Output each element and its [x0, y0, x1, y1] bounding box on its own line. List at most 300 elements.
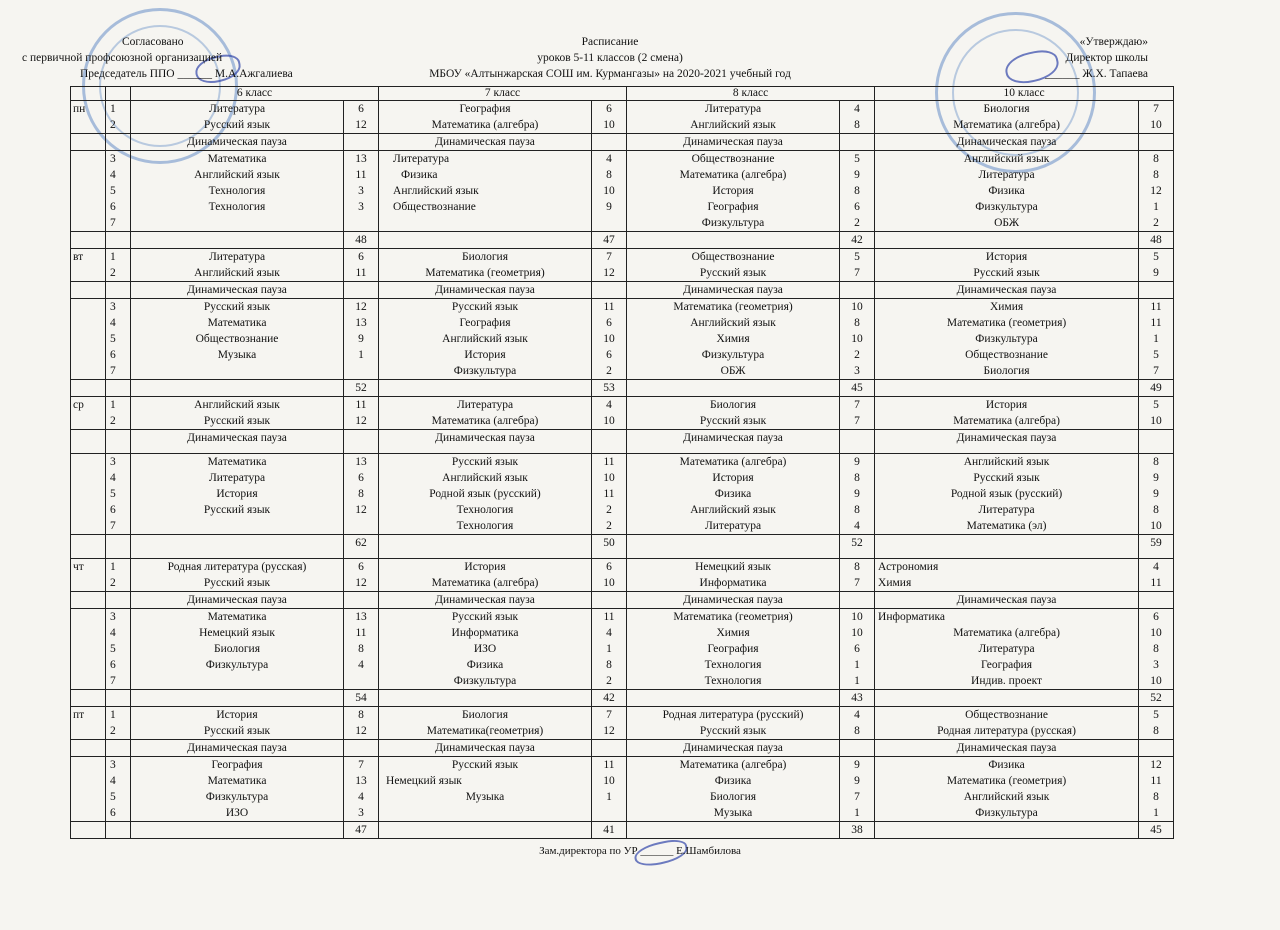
hours: 10	[851, 611, 863, 623]
subject-cell	[875, 454, 1139, 535]
subject: Физкультура	[453, 675, 517, 687]
subject-cell	[875, 101, 1139, 134]
hours: 7	[854, 399, 860, 411]
hours: 8	[1153, 643, 1159, 655]
schedule-body	[71, 87, 1174, 839]
hours: 2	[606, 675, 612, 687]
subject: Музыка	[465, 791, 505, 803]
lesson-numbers	[106, 757, 131, 822]
subject-cell	[379, 707, 592, 740]
pause-row	[71, 430, 1174, 454]
pause-label: Динамическая пауза	[131, 592, 344, 609]
subject: Математика (алгебра)	[431, 577, 539, 589]
blank-cell	[106, 282, 131, 299]
subject: География	[459, 103, 511, 115]
class-header: 7 класс	[379, 87, 627, 101]
hours: 2	[606, 504, 612, 516]
hours-cell	[592, 249, 627, 282]
document-school: МБОУ «Алтынжарская СОШ им. Курмангазы» на 2020-2021 учебный год	[429, 68, 791, 80]
hours: 10	[603, 577, 615, 589]
subject-cell	[875, 397, 1139, 430]
subject: Обществознание	[965, 709, 1048, 721]
blank-cell	[131, 690, 344, 707]
hours: 11	[603, 456, 615, 468]
hours: 12	[603, 725, 615, 737]
hours: 12	[355, 577, 367, 589]
blank-cell	[106, 380, 131, 397]
hours-cell	[840, 101, 875, 134]
hours: 8	[1153, 456, 1159, 468]
approve-signatory: ______ Ж.Х. Тапаева	[1044, 68, 1148, 80]
subject: Информатика	[878, 611, 945, 623]
hours: 8	[358, 643, 364, 655]
hours: 8	[1153, 791, 1159, 803]
blank-cell	[71, 282, 106, 299]
day-label: вт	[71, 249, 106, 282]
hours: 9	[1153, 472, 1159, 484]
subject: Литература	[208, 251, 266, 263]
hours-cell	[840, 397, 875, 430]
subject: История	[464, 349, 506, 361]
hours-cell	[1139, 707, 1174, 740]
hours-cell	[1139, 151, 1174, 232]
hours: 11	[603, 488, 615, 500]
hours: 9	[1153, 488, 1159, 500]
hours: 8	[854, 119, 860, 131]
subject-cell	[875, 151, 1139, 232]
hours: 8	[1153, 725, 1159, 737]
lesson-number: 6	[110, 807, 116, 819]
subject: Физкультура	[975, 807, 1038, 819]
subject: Русский язык	[203, 725, 271, 737]
hours: 10	[1150, 415, 1162, 427]
blank-cell	[875, 690, 1139, 707]
hours: 7	[854, 267, 860, 279]
subject: Немецкий язык	[386, 775, 462, 787]
hours-cell	[592, 397, 627, 430]
hours-cell	[592, 757, 627, 822]
lesson-row	[71, 454, 1174, 535]
blank-cell	[71, 430, 106, 454]
blank-cell	[344, 134, 379, 151]
blank-cell	[106, 740, 131, 757]
subject: Математика (алгебра)	[431, 415, 539, 427]
day-total: 45	[840, 380, 875, 397]
hours: 9	[854, 456, 860, 468]
subject: Математика (алгебра)	[953, 627, 1060, 639]
subject: Астрономия	[878, 561, 939, 573]
day-total: 48	[1139, 232, 1174, 249]
hours: 13	[355, 456, 367, 468]
blank-cell	[840, 282, 875, 299]
hours-cell	[840, 707, 875, 740]
pause-label: Динамическая пауза	[379, 430, 592, 454]
subject: Литература	[208, 103, 266, 115]
subject: Обществознание	[965, 349, 1048, 361]
subject-cell	[627, 249, 840, 282]
lesson-number: 4	[110, 169, 116, 181]
blank-cell	[71, 535, 106, 559]
blank-cell	[379, 232, 592, 249]
subject-cell	[131, 707, 344, 740]
hours: 9	[854, 775, 860, 787]
hours: 7	[1153, 365, 1159, 377]
subject: Информатика	[699, 577, 767, 589]
hours-cell	[592, 559, 627, 592]
totals-row	[71, 690, 1174, 707]
hours-cell	[840, 757, 875, 822]
hours: 9	[1153, 267, 1159, 279]
blank-cell	[875, 232, 1139, 249]
subject: Математика (геометрия)	[946, 775, 1067, 787]
day-total: 52	[840, 535, 875, 559]
hours-cell	[592, 101, 627, 134]
blank-cell	[344, 592, 379, 609]
corner-cell	[106, 87, 131, 101]
document-title-block	[380, 34, 840, 82]
subject-cell	[379, 609, 592, 690]
hours: 11	[1150, 317, 1162, 329]
subject: Английский язык	[690, 119, 776, 131]
hours: 5	[1153, 709, 1159, 721]
subject: Математика (геометрия)	[673, 611, 793, 623]
subject: Русский язык	[203, 577, 271, 589]
subject: Русский язык	[699, 725, 767, 737]
hours: 3	[358, 201, 364, 213]
hours: 6	[1153, 611, 1159, 623]
subject	[134, 673, 340, 689]
blank-cell	[592, 282, 627, 299]
subject: Технология	[208, 201, 266, 213]
lesson-row	[71, 609, 1174, 690]
totals-row	[71, 822, 1174, 839]
subject-cell	[379, 397, 592, 430]
blank-cell	[840, 134, 875, 151]
hours: 6	[606, 103, 612, 115]
hours: 12	[603, 267, 615, 279]
blank-cell	[592, 430, 627, 454]
totals-row	[71, 535, 1174, 559]
blank-cell	[627, 690, 840, 707]
hours: 3	[1153, 659, 1159, 671]
pause-label: Динамическая пауза	[131, 282, 344, 299]
hours: 1	[1153, 807, 1159, 819]
subject: Русский язык	[203, 504, 271, 516]
hours: 8	[854, 472, 860, 484]
hours: 5	[1153, 251, 1159, 263]
subject-cell	[875, 299, 1139, 380]
blank-cell	[106, 822, 131, 839]
hours-cell	[344, 609, 379, 690]
subject: Биология	[462, 709, 509, 721]
hours	[347, 363, 375, 379]
hours-cell	[840, 454, 875, 535]
subject-cell	[131, 151, 344, 232]
hours: 8	[1153, 504, 1159, 516]
lesson-numbers	[106, 397, 131, 430]
subject: Обществознание	[393, 201, 476, 213]
hours: 5	[854, 153, 860, 165]
pause-label: Динамическая пауза	[131, 740, 344, 757]
subject: Русский язык	[451, 611, 519, 623]
blank-cell	[875, 380, 1139, 397]
subject: Английский язык	[690, 317, 776, 329]
subject: География	[459, 317, 511, 329]
hours: 9	[854, 169, 860, 181]
blank-cell	[106, 535, 131, 559]
day-total: 42	[840, 232, 875, 249]
hours: 7	[854, 577, 860, 589]
day-label: пн	[71, 101, 106, 134]
blank-cell	[1139, 592, 1174, 609]
hours-cell	[344, 559, 379, 592]
day-total: 52	[344, 380, 379, 397]
hours: 8	[854, 185, 860, 197]
blank-cell	[1139, 134, 1174, 151]
approve-title: «Утверждаю»	[1079, 36, 1148, 48]
blank-cell	[627, 232, 840, 249]
blank-cell	[379, 380, 592, 397]
lesson-number: 2	[110, 725, 116, 737]
hours-cell	[592, 707, 627, 740]
lesson-numbers	[106, 559, 131, 592]
subject: Русский язык	[973, 472, 1040, 484]
subject: История	[985, 251, 1028, 263]
hours: 4	[854, 520, 860, 532]
day-total: 47	[344, 822, 379, 839]
hours: 9	[854, 759, 860, 771]
hours-cell	[344, 397, 379, 430]
hours-cell	[840, 559, 875, 592]
subject-cell	[627, 609, 840, 690]
subject: Литература	[978, 504, 1035, 516]
blank-cell	[344, 282, 379, 299]
subject: ИЗО	[225, 807, 249, 819]
subject-cell	[875, 707, 1139, 740]
subject-cell	[627, 101, 840, 134]
hours: 12	[355, 415, 367, 427]
hours: 7	[854, 415, 860, 427]
subject-cell	[131, 249, 344, 282]
subject-cell	[379, 299, 592, 380]
hours: 5	[1153, 399, 1159, 411]
hours: 7	[854, 791, 860, 803]
hours: 6	[854, 643, 860, 655]
blank-cell	[875, 822, 1139, 839]
lesson-number: 3	[110, 759, 116, 771]
hours: 5	[1153, 349, 1159, 361]
lesson-number: 1	[110, 561, 116, 573]
hours: 12	[1150, 759, 1162, 771]
subject-cell	[131, 397, 344, 430]
class-header: 8 класс	[627, 87, 875, 101]
hours: 13	[355, 611, 367, 623]
hours: 1	[606, 791, 612, 803]
hours-cell	[344, 151, 379, 232]
hours-cell	[592, 609, 627, 690]
subject: Химия	[716, 333, 750, 345]
blank-cell	[840, 740, 875, 757]
hours: 6	[854, 201, 860, 213]
hours: 1	[1153, 201, 1159, 213]
subject: Родной язык (русский)	[950, 488, 1063, 500]
blank-cell	[71, 757, 106, 822]
hours: 11	[603, 301, 615, 313]
hours-cell	[1139, 397, 1174, 430]
hours: 10	[603, 415, 615, 427]
approval-signatory: Председатель ППО ______ М.А.Ажгалиева	[80, 68, 293, 80]
subject: Английский язык	[194, 399, 280, 411]
subject-cell	[379, 559, 592, 592]
subject: Литература	[978, 169, 1035, 181]
subject: Математика (алгебра)	[953, 415, 1060, 427]
blank-cell	[71, 592, 106, 609]
lesson-row	[71, 397, 1174, 430]
hours-cell	[840, 299, 875, 380]
blank-cell	[71, 380, 106, 397]
lesson-number: 5	[110, 643, 116, 655]
subject-cell	[379, 454, 592, 535]
subject	[382, 805, 588, 821]
blank-cell	[379, 690, 592, 707]
pause-row	[71, 134, 1174, 151]
blank-cell	[71, 822, 106, 839]
day-total: 50	[592, 535, 627, 559]
hours: 12	[355, 725, 367, 737]
subject: Русский язык	[451, 301, 519, 313]
subject: Математика (геометрия)	[673, 301, 793, 313]
hours-cell	[1139, 609, 1174, 690]
blank-cell	[106, 134, 131, 151]
hours-cell	[592, 454, 627, 535]
subject: История	[712, 472, 754, 484]
approve-position: Директор школы	[1065, 52, 1148, 64]
lesson-number: 2	[110, 267, 116, 279]
hours: 8	[358, 709, 364, 721]
subject: Литература	[208, 472, 266, 484]
lesson-number: 7	[110, 365, 116, 377]
subject-cell	[379, 101, 592, 134]
subject: Английский язык	[442, 333, 528, 345]
lesson-numbers	[106, 151, 131, 232]
pause-label: Динамическая пауза	[627, 430, 840, 454]
document-subtitle: уроков 5-11 классов (2 смена)	[537, 52, 683, 64]
subject: Химия	[878, 577, 912, 589]
subject: Литература	[704, 103, 762, 115]
subject: Музыка	[217, 349, 257, 361]
subject: Английский язык	[690, 504, 776, 516]
lesson-number: 2	[110, 119, 116, 131]
hours: 11	[1150, 577, 1162, 589]
hours: 8	[1153, 169, 1159, 181]
hours: 2	[606, 365, 612, 377]
hours: 4	[854, 103, 860, 115]
pause-row	[71, 282, 1174, 299]
lesson-numbers	[106, 707, 131, 740]
hours: 11	[603, 611, 615, 623]
blank-cell	[344, 740, 379, 757]
hours: 7	[358, 759, 364, 771]
subject: Русский язык	[203, 301, 271, 313]
hours: 7	[606, 709, 612, 721]
hours: 11	[355, 267, 367, 279]
blank-cell	[875, 535, 1139, 559]
subject-cell	[131, 757, 344, 822]
subject: Физкультура	[453, 365, 517, 377]
hours: 10	[603, 472, 615, 484]
totals-row	[71, 232, 1174, 249]
corner-cell	[71, 87, 106, 101]
hours: 3	[358, 185, 364, 197]
hours: 9	[358, 333, 364, 345]
hours: 10	[851, 301, 863, 313]
subject: Литература	[704, 520, 762, 532]
hours: 1	[854, 675, 860, 687]
day-total: 52	[1139, 690, 1174, 707]
blank-cell	[592, 592, 627, 609]
day-total: 53	[592, 380, 627, 397]
lesson-number: 5	[110, 185, 116, 197]
pause-label: Динамическая пауза	[627, 740, 840, 757]
class-header: 6 класс	[131, 87, 379, 101]
hours-cell	[1139, 299, 1174, 380]
subject: Физкультура	[701, 349, 765, 361]
subject: Русский язык	[203, 119, 271, 131]
hours: 6	[606, 349, 612, 361]
hours-cell	[1139, 454, 1174, 535]
blank-cell	[71, 690, 106, 707]
hours: 4	[358, 659, 364, 671]
hours: 8	[854, 561, 860, 573]
hours: 6	[358, 251, 364, 263]
blank-cell	[71, 151, 106, 232]
subject: Английский язык	[963, 791, 1050, 803]
subject-cell	[627, 757, 840, 822]
hours: 10	[851, 333, 863, 345]
document-title: Расписание	[581, 36, 639, 48]
hours: 6	[606, 561, 612, 573]
subject: Математика (алгебра)	[953, 119, 1060, 131]
lesson-number: 6	[110, 349, 116, 361]
hours: 8	[358, 488, 364, 500]
subject: Русский язык	[451, 456, 519, 468]
subject: Родной язык (русский)	[429, 488, 541, 500]
subject-cell	[627, 151, 840, 232]
blank-cell	[106, 690, 131, 707]
hours-cell	[840, 151, 875, 232]
subject: География	[981, 659, 1033, 671]
day-total: 38	[840, 822, 875, 839]
subject: Физкультура	[205, 791, 269, 803]
lesson-number: 6	[110, 659, 116, 671]
lesson-number: 4	[110, 317, 116, 329]
pause-label: Динамическая пауза	[379, 282, 592, 299]
blank-cell	[71, 299, 106, 380]
subject: Английский язык	[194, 169, 280, 181]
subject: Физкультура	[975, 333, 1038, 345]
hours: 10	[1150, 627, 1162, 639]
pause-label: Динамическая пауза	[627, 282, 840, 299]
hours: 8	[854, 725, 860, 737]
lesson-row	[71, 559, 1174, 592]
subject: ОБЖ	[720, 365, 746, 377]
lesson-row	[71, 299, 1174, 380]
subject-cell	[875, 249, 1139, 282]
subject-cell	[131, 299, 344, 380]
pause-label: Динамическая пауза	[875, 282, 1139, 299]
subject-cell	[875, 757, 1139, 822]
blank-cell	[71, 454, 106, 535]
